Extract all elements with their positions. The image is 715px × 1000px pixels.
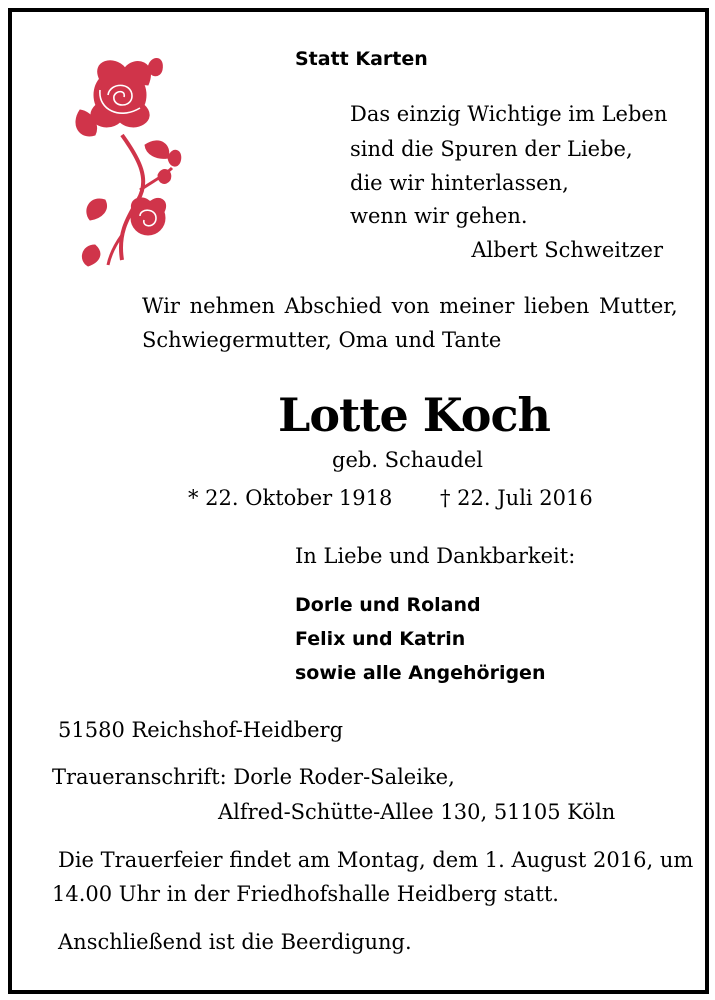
statt-karten: Statt Karten: [295, 48, 428, 70]
address-label: Traueranschrift: Dorle Roder-Saleike,: [52, 765, 455, 789]
ceremony-line-1: Die Trauerfeier findet am Montag, dem 1. August 2016, um: [58, 848, 694, 872]
rose-icon: [60, 50, 190, 275]
mourners-intro: In Liebe und Dankbarkeit:: [295, 544, 576, 568]
quote-line-3: die wir hinterlassen,: [350, 171, 569, 195]
birth-date: * 22. Oktober 1918: [188, 486, 393, 510]
intro-line-1: Wir nehmen Abschied von meiner lieben Mutter,: [142, 294, 678, 318]
deceased-name: Lotte Koch: [278, 388, 550, 442]
burial-note: Anschließend ist die Beerdigung.: [58, 930, 412, 954]
mourner-2: Felix und Katrin: [295, 628, 466, 650]
quote-author: Albert Schweitzer: [471, 238, 663, 262]
mourner-1: Dorle und Roland: [295, 594, 481, 616]
quote-line-4: wenn wir gehen.: [350, 204, 528, 228]
maiden-name: geb. Schaudel: [332, 448, 483, 472]
quote-line-2: sind die Spuren der Liebe,: [350, 137, 633, 161]
quote-line-1: Das einzig Wichtige im Leben: [350, 102, 668, 126]
intro-line-2: Schwiegermutter, Oma und Tante: [142, 328, 502, 352]
mourner-3: sowie alle Angehörigen: [295, 662, 546, 684]
address-street: Alfred-Schütte-Allee 130, 51105 Köln: [218, 800, 616, 824]
death-date: † 22. Juli 2016: [440, 486, 593, 510]
ceremony-line-2: 14.00 Uhr in der Friedhofshalle Heidberg statt.: [52, 882, 559, 906]
location: 51580 Reichshof-Heidberg: [58, 718, 344, 742]
